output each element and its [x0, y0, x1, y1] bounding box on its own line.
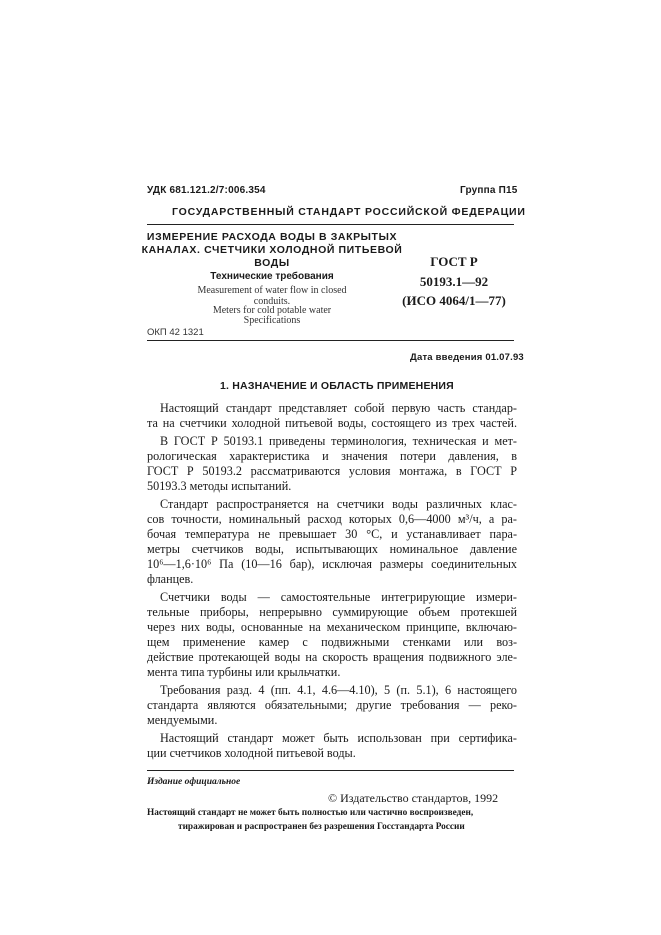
english-title-line-4: Specifications — [243, 315, 301, 326]
body-line-15: через них воды, основанные на механическом принципе, включаю- — [147, 620, 517, 634]
footer-rule — [147, 770, 514, 771]
top-rule — [147, 224, 514, 225]
group-code: Группа П15 — [460, 185, 518, 196]
body-line-23: ции счетчиков холодной питьевой воды. — [147, 746, 356, 760]
title-block-rule — [147, 340, 514, 341]
body-line-9: бочая температура не превышает 30 °С, и устанавливает пара- — [147, 527, 517, 541]
body-line-6: 50193.3 методы испытаний. — [147, 479, 292, 493]
body-line-12: фланцев. — [147, 572, 194, 586]
section-heading: 1. НАЗНАЧЕНИЕ И ОБЛАСТЬ ПРИМЕНЕНИЯ — [220, 380, 454, 392]
copyright: © Издательство стандартов, 1992 — [328, 791, 499, 805]
subtitle: Технические требования — [210, 271, 334, 282]
body-line-14: тельные приборы, непрерывно суммирующие объем протекшей — [147, 605, 517, 619]
reproduction-notice-line-2: тиражирован и распространен без разрешения Госстандарта России — [178, 822, 465, 832]
body-line-22: Настоящий стандарт может быть использован при сертифика- — [160, 731, 517, 745]
body-line-5: ГОСТ Р 50193.2 рассматриваются условия монтажа, в ГОСТ Р — [147, 464, 517, 478]
english-title-line-1: Measurement of water flow in closed — [197, 285, 347, 296]
body-line-20: стандарта являются обязательными; другие требования — реко- — [147, 698, 517, 712]
okp-code: ОКП 42 1321 — [147, 327, 204, 338]
body-line-19: Требования разд. 4 (пп. 4.1, 4.6—4.10), 5 (п. 5.1), 6 настоящего — [160, 683, 517, 697]
body-line-8: сов точности, номинальный расход которых 0,6—4000 м³/ч, а ра- — [147, 512, 517, 526]
udk-code: УДК 681.121.2/7:006.354 — [147, 185, 266, 196]
body-line-2: та на счетчики холодной питьевой воды, состоящего из трех частей. — [147, 416, 517, 430]
edition-label: Издание официальное — [147, 777, 241, 787]
gost-number: 50193.1—92 — [419, 274, 489, 289]
english-title-line-2: conduits. — [253, 296, 291, 307]
title-line-2: КАНАЛАХ. СЧЕТЧИКИ ХОЛОДНОЙ ПИТЬЕВОЙ — [141, 244, 403, 256]
english-title-line-3: Meters for cold potable water — [212, 305, 332, 316]
body-line-21: мендуемыми. — [147, 713, 218, 727]
state-standard-heading: ГОСУДАРСТВЕННЫЙ СТАНДАРТ РОССИЙСКОЙ ФЕДЕРАЦИИ — [172, 206, 526, 218]
iso-number: (ИСО 4064/1—77) — [402, 293, 506, 308]
body-line-7: Стандарт распространяется на счетчики воды различных клас- — [160, 497, 517, 511]
body-line-10: метры счетчиков воды, испытывающих номинальное давление — [147, 542, 517, 556]
body-line-11: 10⁶—1,6·10⁶ Па (10—16 бар), исключая размеры соединительных — [147, 557, 517, 571]
body-line-3: В ГОСТ Р 50193.1 приведены терминология, техническая и мет- — [160, 434, 517, 448]
body-line-18: мента типа турбины или крыльчатки. — [147, 665, 341, 679]
body-line-4: рологическая характеристика и значения потери давления, в — [147, 449, 517, 463]
title-line-3: ВОДЫ — [254, 257, 290, 269]
title-line-1: ИЗМЕРЕНИЕ РАСХОДА ВОДЫ В ЗАКРЫТЫХ — [146, 231, 398, 243]
gost-label: ГОСТ Р — [430, 254, 478, 269]
body-line-13: Счетчики воды — самостоятельные интегрирующие измери- — [160, 590, 517, 604]
body-line-17: действие протекающей воды на скорость вращения подвижного эле- — [147, 650, 517, 664]
reproduction-notice-line-1: Настоящий стандарт не может быть полностью или частично воспроизведен, — [147, 808, 474, 818]
body-line-1: Настоящий стандарт представляет собой первую часть стандар- — [160, 401, 517, 415]
body-line-16: щем применение камер с подвижными стенками или воз- — [147, 635, 517, 649]
introduction-date: Дата введения 01.07.93 — [410, 352, 524, 363]
